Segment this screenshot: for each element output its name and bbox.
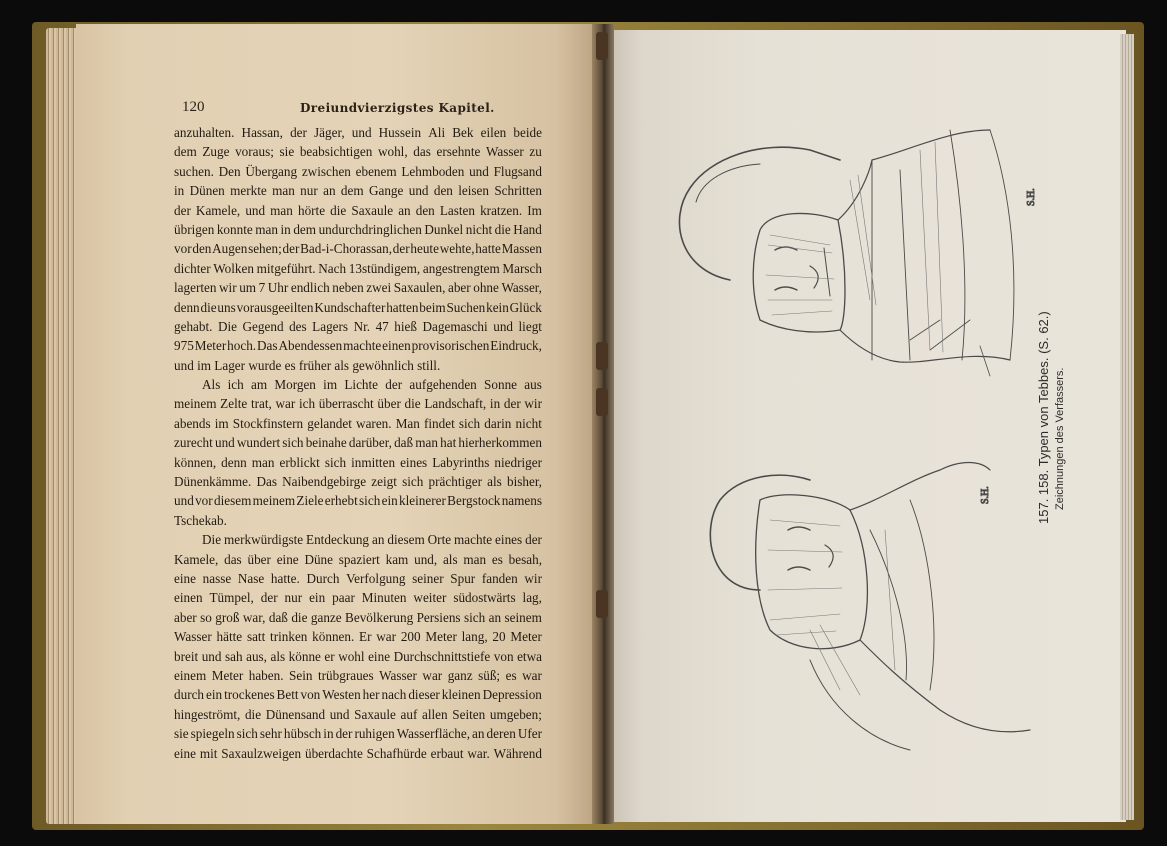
running-head: Dreiundvierzigstes Kapitel.	[300, 101, 495, 115]
portrait-upper	[679, 130, 1013, 376]
text-line: zurecht und wundert sich beinahe darüber, daß man hat hierherkommen	[174, 435, 542, 451]
text-line: denn die uns vorausgeeilten Kundschafter hatten beim Suchen kein Glück	[174, 299, 542, 315]
text-line: Als ich am Morgen im Lichte der aufgehenden Sonne aus	[202, 377, 542, 393]
text-line: suchen. Den Übergang zwischen ebenem Lehmboden und Flugsand	[174, 163, 542, 179]
text-line: Wasser hätte satt trinken können. Er war 200 Meter lang, 20 Meter	[174, 629, 542, 645]
body-text	[174, 123, 542, 763]
text-line: in Dünen merkte man nur an dem Gange und den leisen Schritten	[174, 183, 542, 199]
binding-clip	[596, 32, 608, 60]
text-line: und im Lager wurde es früher als gewöhnlich still.	[174, 357, 441, 373]
text-line: Tschekab.	[174, 512, 227, 528]
monogram-upper: S.H.	[1026, 188, 1037, 206]
text-line: 975 Meter hoch. Das Abendessen machte einen provisorischen Eindruck,	[174, 338, 542, 354]
text-line: übrigen konnte man in dem undurchdringlichen Dunkel nicht die Hand	[174, 221, 542, 237]
text-line: dichter Wolken mitgeführt. Nach 13stündigem, angestrengtem Marsch	[174, 260, 542, 276]
figure-caption: 157. 158. Typen von Tebbes. (S. 62.)	[1036, 311, 1051, 524]
page-number: 120	[182, 99, 205, 115]
binding-clip	[596, 342, 608, 370]
text-line: meinem Zelte trat, war ich überrascht über die Landschaft, in der wir	[174, 396, 542, 412]
text-line: abends im Stockfinstern gelandet waren. Man findet sich darin nicht	[174, 415, 542, 431]
text-line: Die merkwürdigste Entdeckung an diesem Orte machte eines der	[202, 532, 542, 548]
text-line: und vor diesem meinem Ziele erhebt sich ein kleinerer Bergstock namens	[174, 493, 542, 509]
text-line: anzuhalten. Hassan, der Jäger, und Hussein Ali Bek eilen beide	[174, 125, 542, 140]
binding-clip	[596, 388, 608, 416]
text-line: einen Tümpel, der nur ein paar Minuten weiter südostwärts lag,	[174, 590, 542, 606]
portrait-lower	[710, 463, 1030, 751]
text-line: sie spiegeln sich sehr hübsch in der ruhigen Wasserfläche, an deren Ufer	[174, 726, 542, 742]
text-line: einem Meter haben. Sein trübgraues Wasser war ganz süß; es war	[174, 667, 542, 683]
text-line: lagerten wir um 7 Uhr endlich neben zwei Saxaulen, aber ohne Wasser,	[174, 280, 542, 296]
text-line: eine mit Saxaulzweigen überdachte Schafhürde erbaut war. Während	[174, 745, 542, 761]
text-line: dem Zuge voraus; sie beabsichtigen wohl, das ersehnte Wasser zu	[174, 144, 542, 160]
binding-clip	[596, 590, 608, 618]
text-line: hingeströmt, die Dünensand und Saxaule auf allen Seiten umgeben;	[174, 706, 542, 722]
text-line: der Kamele, und man hörte die Saxaule an den Lasten kratzen. Im	[174, 202, 542, 218]
text-line: Kamele, das über eine Düne spaziert kam und, als man es besah,	[174, 551, 542, 567]
text-line: durch ein trockenes Bett von Westen her nach dieser kleinen Depression	[174, 687, 542, 703]
text-line: eine nasse Nase hatte. Durch Verfolgung seiner Spur fanden wir	[174, 570, 542, 586]
text-line: vor den Augen sehen; der Bad-i-Chorassan, der heute wehte, hatte Massen	[174, 241, 542, 257]
text-line: breit und sah aus, als könne er wohl eine Durchschnittstiefe von etwa	[174, 648, 542, 664]
text-line: gehabt. Die Gegend des Lagers Nr. 47 hieß Dagemaschi und liegt	[174, 318, 542, 334]
left-page-edges	[46, 28, 78, 824]
text-line: Dünenkämme. Das Naibendgebirge zeigt sich prächtiger als bisher,	[174, 474, 542, 490]
figure-credit: Zeichnungen des Verfassers.	[1054, 367, 1066, 510]
monogram-lower: S.H.	[980, 486, 991, 504]
text-line: können, denn man erblickt sich inmitten eines Labyrinths niedriger	[174, 454, 542, 470]
text-line: aber so groß war, daß die ganze Bevölkerung Persiens sich an seinem	[174, 609, 542, 625]
